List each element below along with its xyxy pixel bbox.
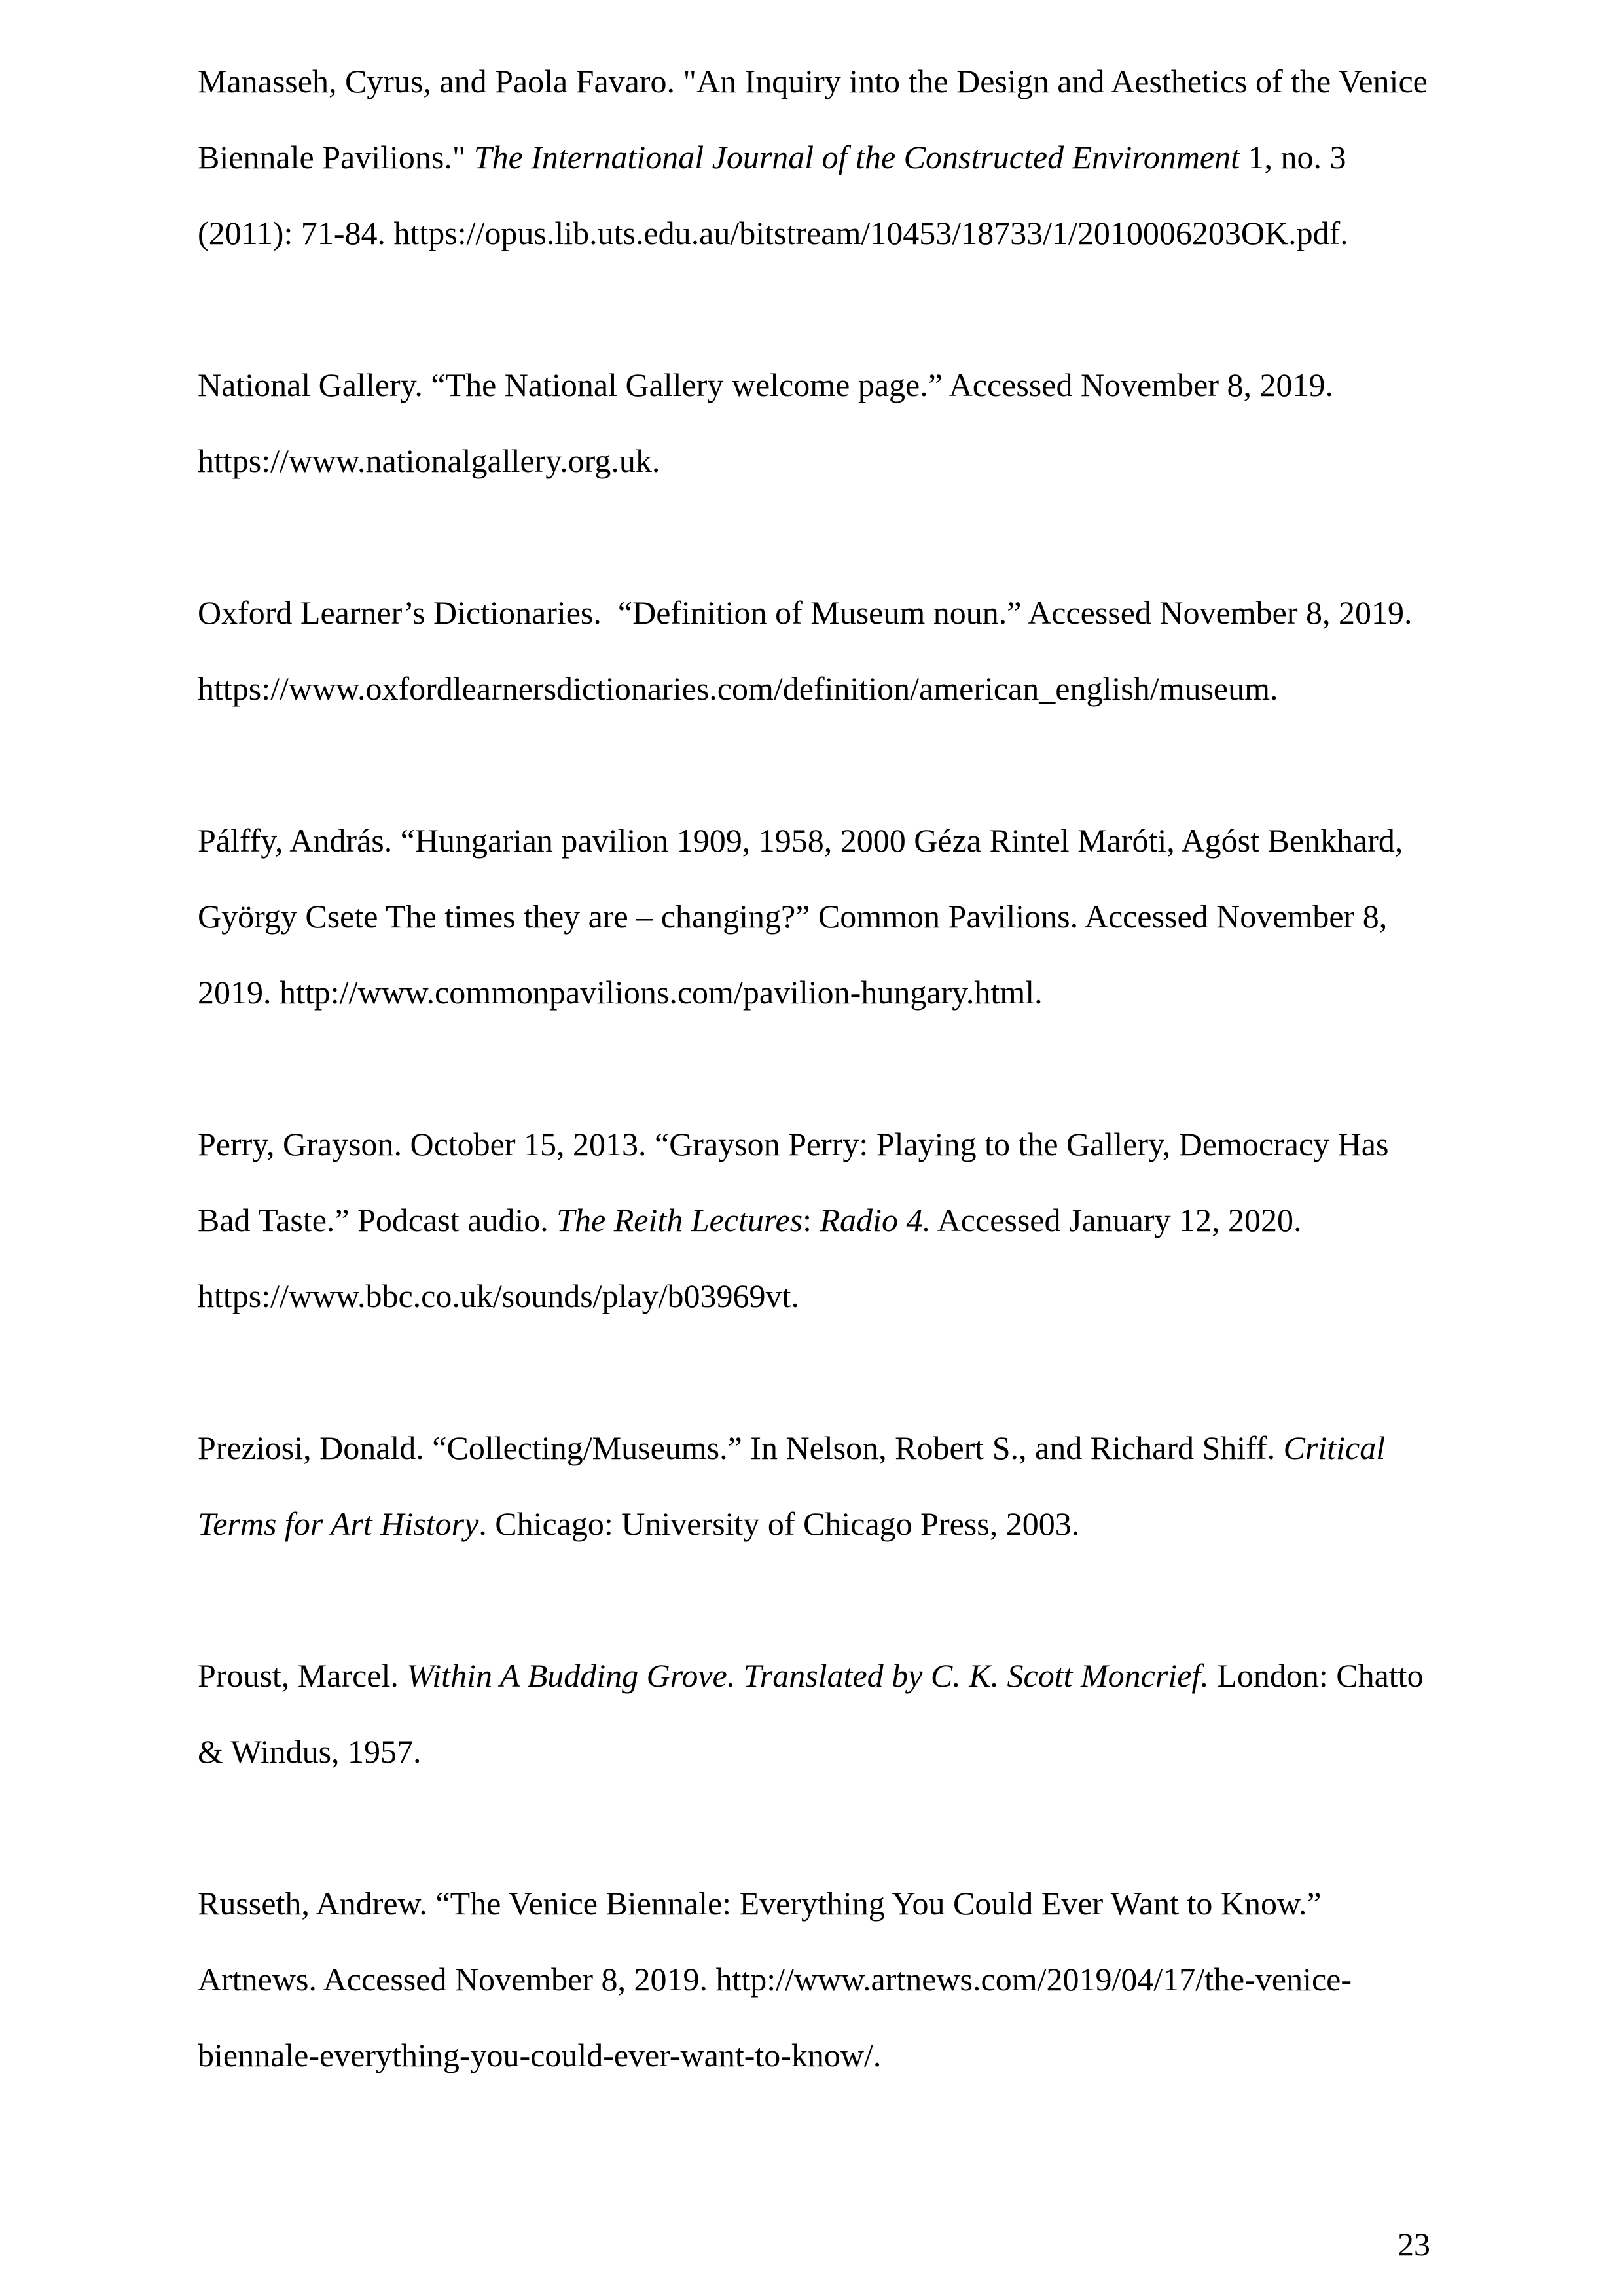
entry-text-italic: The Reith Lectures [556,1202,803,1238]
bibliography-entry [198,347,1436,499]
entry-text: Manasseh, Cyrus, and Paola Favaro. "An Inquiry into the Design and Aesthetics of the Venice Biennale Pavilions." [198,63,1428,175]
bibliography [198,43,1436,2093]
entry-text: . Chicago: University of Chicago Press, 2003. [478,1505,1080,1542]
bibliography-entry [198,43,1436,271]
bibliography-entry [198,1865,1436,2093]
bibliography-entry [198,1410,1436,1562]
entry-text-italic: Radio 4. [820,1202,931,1238]
page-number: 23 [1398,2226,1430,2263]
bibliography-entry [198,1106,1436,1334]
bibliography-entry [198,802,1436,1030]
entry-text: : [803,1202,820,1238]
entry-text-italic: Within A Budding Grove. Translated by C. K. Scott Moncrief. [406,1657,1209,1694]
entry-text-italic: The International Journal of the Constructed Environment [473,139,1240,175]
bibliography-entry [198,1638,1436,1789]
entry-text: Oxford Learner’s Dictionaries. “Definition of Museum noun.” Accessed November 8, 2019. https://www.oxfordlearnersdictionaries.com/definition/american_english/museum. [198,594,1413,707]
entry-text: Russeth, Andrew. “The Venice Biennale: Everything You Could Ever Want to Know.” Artnews. Accessed November 8, 2019. http://www.artnews.com/2019/04/17/the-venice-biennale-everything-you-could-ever-want-to-know/. [198,1885,1352,2073]
entry-text: Pálffy, András. “Hungarian pavilion 1909, 1958, 2000 Géza Rintel Maróti, Agóst Benkhard, György Csete The times they are – changing?” Common Pavilions. Accessed November 8, 2019. http://www.commonpavilions.com/pavilion-hungary.html. [198,822,1403,1011]
entry-text: National Gallery. “The National Gallery welcome page.” Accessed November 8, 2019. https://www.nationalgallery.org.uk. [198,367,1333,479]
bibliography-entry [198,575,1436,726]
entry-text: Accessed January 12, 2020. https://www.bbc.co.uk/sounds/play/b03969vt. [198,1202,1302,1314]
entry-text: Preziosi, Donald. “Collecting/Museums.” In Nelson, Robert S., and Richard Shiff. [198,1429,1284,1466]
entry-text: Proust, Marcel. [198,1657,407,1694]
entry-text: London: Chatto & Windus, 1957. [198,1657,1424,1770]
entry-text-italic: Critical Terms for Art History [198,1429,1386,1542]
entry-text: Perry, Grayson. October 15, 2013. “Grayson Perry: Playing to the Gallery, Democracy Has Bad Taste.” Podcast audio. [198,1126,1389,1238]
entry-text: 1, no. 3 (2011): 71-84. https://opus.lib.uts.edu.au/bitstream/10453/18733/1/2010006203OK.pdf. [198,139,1348,251]
